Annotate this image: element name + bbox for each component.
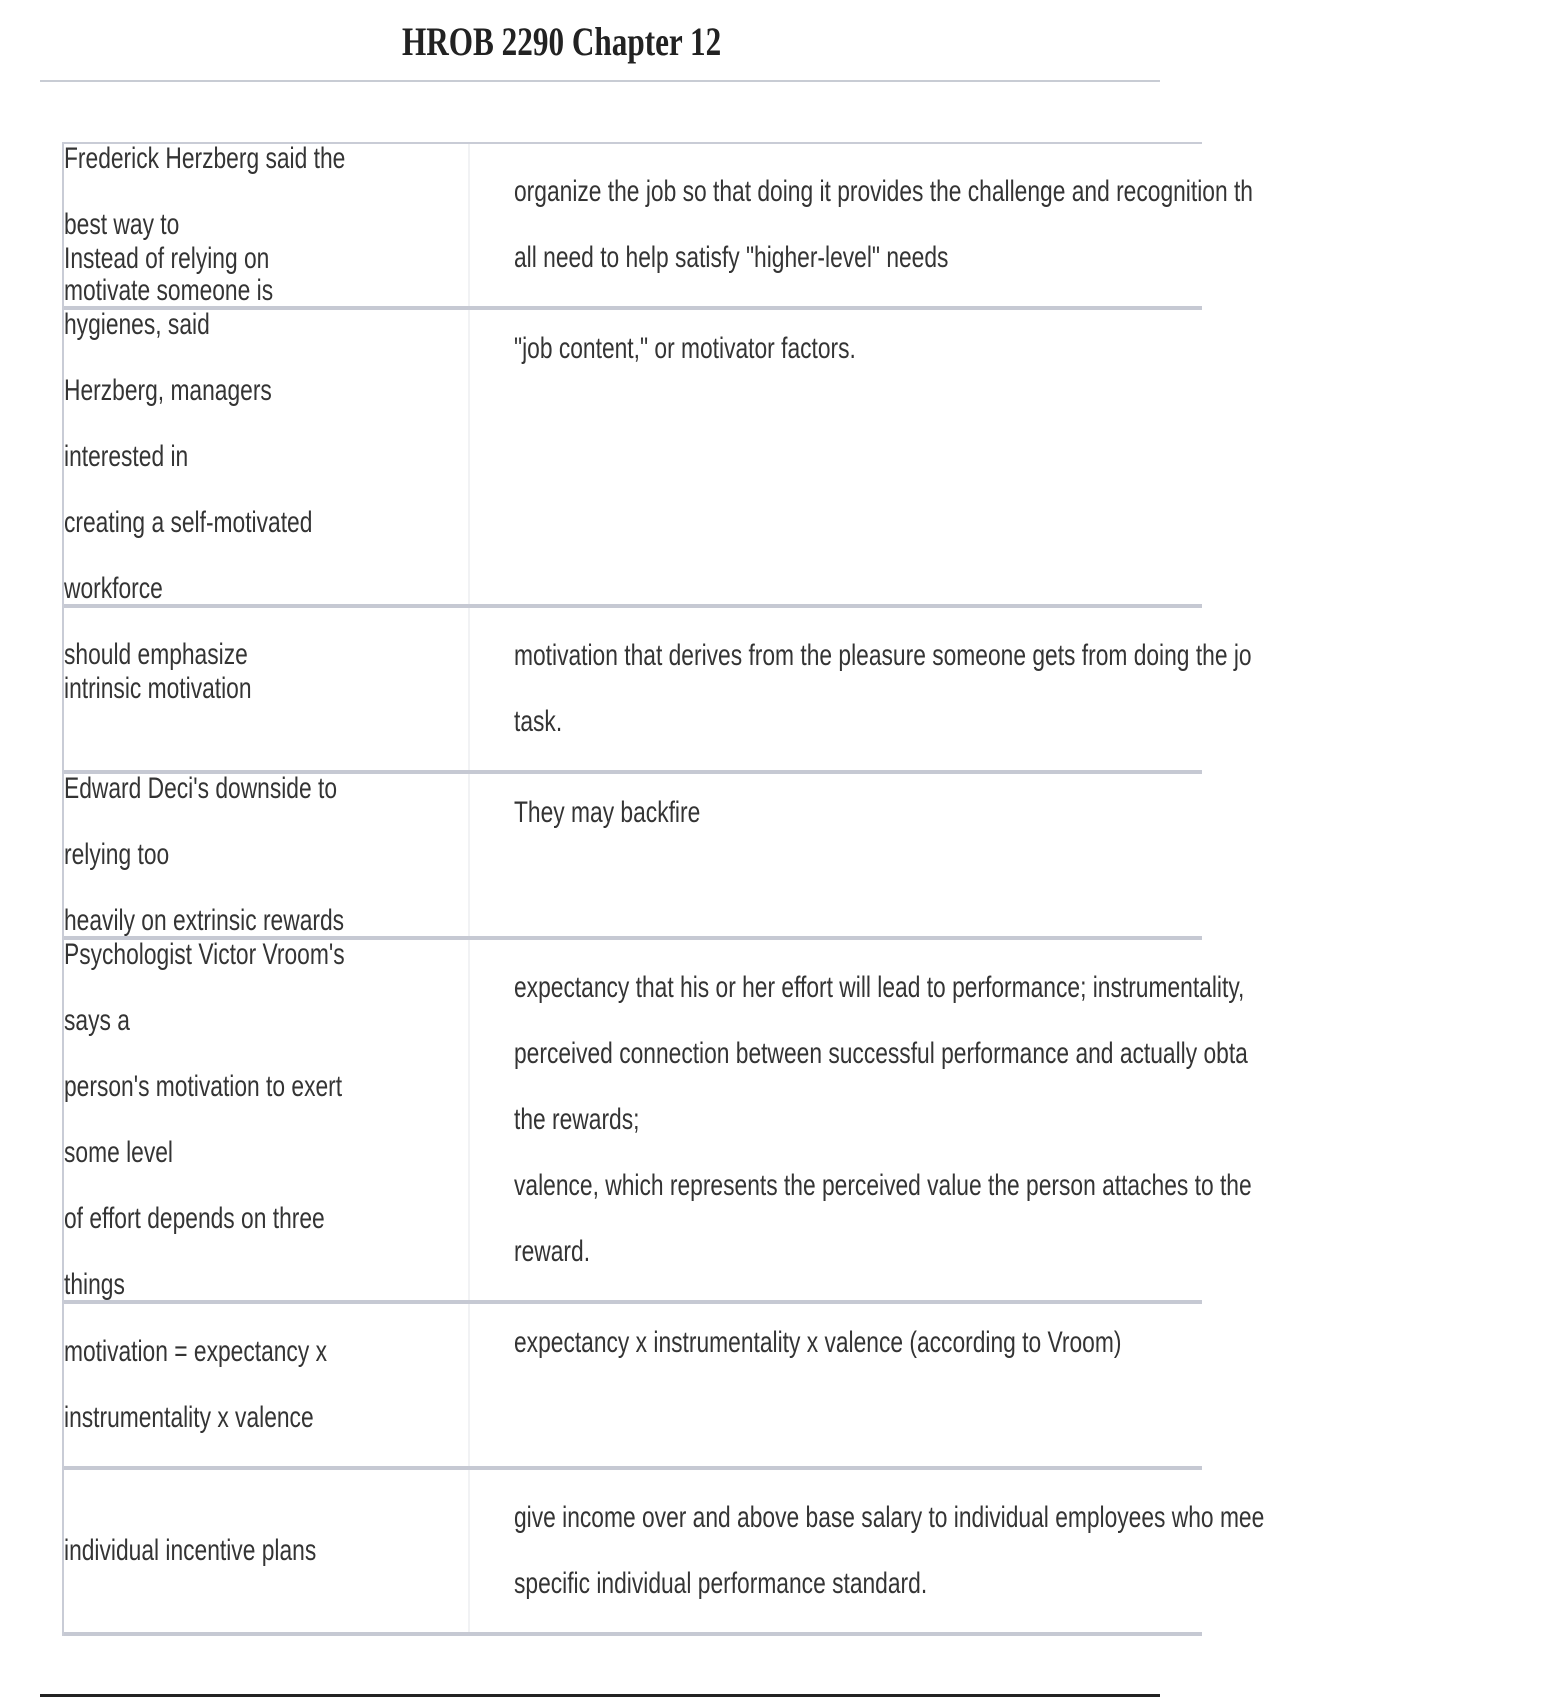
term-text: Instead of relying on hygienes, said Herzberg, managers interested in creating a self-motivated workforce should emphasize [64,242,313,671]
table-row [64,242,1202,671]
term-cell [64,608,470,770]
definition-cell [470,940,1554,1300]
definition-text: They may backfire [514,796,701,829]
term-text: motivation = expectancy x instrumentality x valence [64,1335,327,1434]
table-row [64,1470,1265,1636]
term-cell [64,940,470,1300]
flashcard-table [62,142,1265,1636]
definition-cell [470,774,1554,936]
definition-cell [470,310,1554,604]
footer-divider [40,1694,1160,1697]
definition-cell [470,608,1554,770]
definition-cell [470,1304,1554,1466]
definition-text: "job content," or motivator factors. [514,332,856,365]
definition-text: motivation that derives from the pleasure someone gets from doing the jo task. [514,639,1252,738]
definition-text: give income over and above base salary to individual employees who mee specific individual performance standard. [514,1501,1265,1600]
definition-cell [470,144,1554,306]
term-text: Psychologist Victor Vroom's says a person's motivation to exert some level of effort depends on three things [64,938,345,1301]
definition-text: expectancy that his or her effort will lead to performance; instrumentality, perceived connection between successful performance and actually obta the rewards; valence, which represents the perceived value the person attaches to the reward. [514,971,1252,1268]
term-text: Frederick Herzberg said the best way to motivate someone is [64,142,346,307]
definition-cell [470,1470,1554,1632]
page-header [0,0,1200,84]
table-row [64,774,1202,940]
term-text: Edward Deci's downside to relying too heavily on extrinsic rewards [64,772,345,937]
term-text: intrinsic motivation [64,672,252,705]
term-cell [64,1470,470,1632]
table-row [64,1304,1202,1470]
table-row [64,608,1252,774]
table-row [64,938,1252,1304]
header-divider [40,80,1160,82]
page-title: HROB 2290 Chapter 12 [401,19,722,64]
definition-text: organize the job so that doing it provides the challenge and recognition th all need to help satisfy "higher-level" needs [514,175,1253,274]
term-cell [64,1304,470,1466]
definition-text: expectancy x instrumentality x valence (according to Vroom) [514,1326,1122,1359]
term-cell [64,242,470,671]
term-cell [64,774,470,936]
term-text: individual incentive plans [64,1534,317,1567]
